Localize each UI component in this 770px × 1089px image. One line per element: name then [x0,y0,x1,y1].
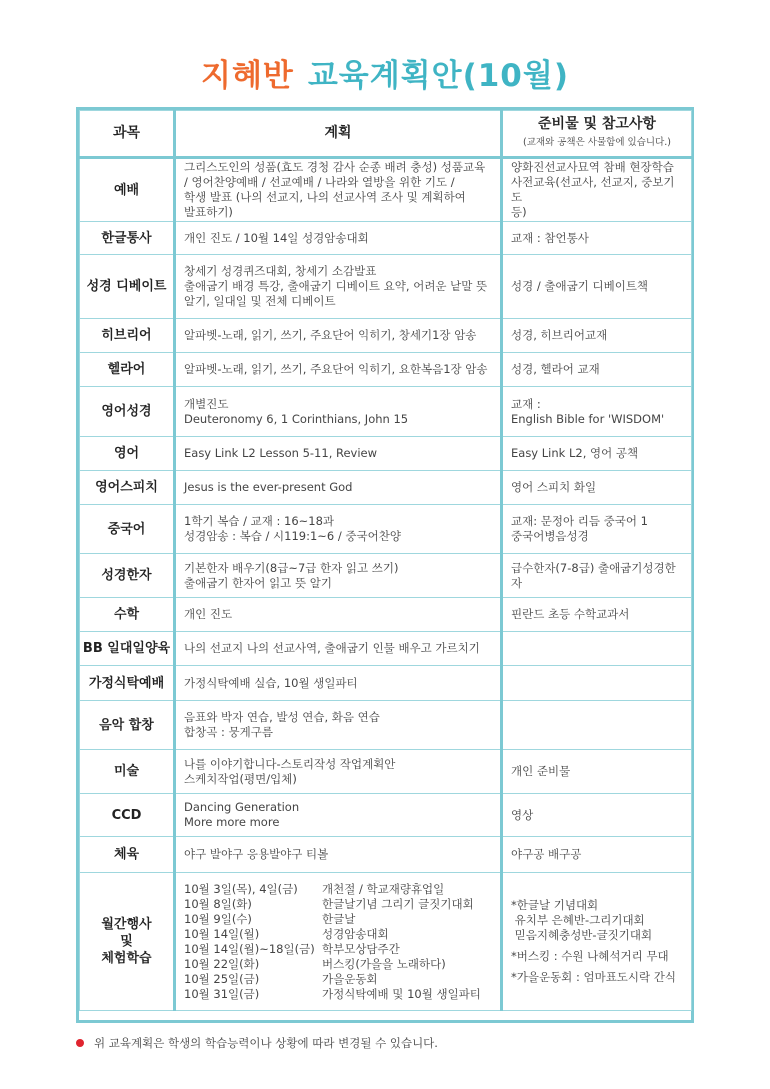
event-name: 가정식탁예배 및 10월 생일파티 [322,986,481,1001]
subject-cell [80,158,175,222]
event-date: 10월 22일(화) [184,956,260,971]
table-row [80,255,692,319]
subject-label: 중국어 [107,521,146,537]
events-prep-cell [502,873,692,1011]
subject-cell [80,505,175,554]
plan-table [79,110,692,1011]
plan-line: 나의 선교지 나의 선교사역, 출애굽기 인물 배우고 가르치기 [184,641,480,655]
subject-label: 월간행사 [101,917,152,932]
table-row [80,471,692,505]
table-row [80,598,692,632]
event-date: 10월 9일(수) [184,911,252,926]
prep-cell [502,319,692,353]
subject-cell [80,353,175,387]
prep-cell [502,353,692,387]
event-name: 가을운동회 [322,971,378,986]
subject-cell [80,837,175,873]
table-row-events [80,873,692,1011]
prep-cell [502,222,692,255]
header-prep-title: 준비물 및 참고사항 [538,116,656,132]
table-row [80,632,692,666]
prep-line: 성경, 히브리어교재 [511,328,608,342]
plan-line: / 영어찬양예배 / 선교예배 / 나라와 열방을 위한 기도 / [184,175,455,189]
event-date: 10월 8일(화) [184,896,252,911]
prep-line: *한글날 기념대회 [511,898,599,912]
prep-line: 교재 : [511,396,541,411]
subject-label: BB 일대일양육 [82,641,171,656]
plan-cell [175,505,502,554]
table-row [80,505,692,554]
plan-line: 그리스도인의 성품(효도 경청 감사 순종 배려 충성) 성품교육 [184,160,486,174]
subject-label: 체험학습 [101,951,152,966]
plan-line: 출애굽기 한자어 읽고 뜻 알기 [184,575,332,590]
event-item [184,972,492,987]
prep-cell [502,598,692,632]
prep-cell [502,701,692,750]
plan-cell [175,319,502,353]
subject-cell [80,554,175,598]
plan-line: Jesus is the ever-present God [184,480,353,494]
plan-line: 음표와 박자 연습, 발성 연습, 화음 연습 [184,710,380,724]
subject-cell [80,750,175,794]
title-plan-name: 교육계획안(10월) [307,58,569,94]
event-name: 한글날기념 그리기 글짓기대회 [322,896,474,911]
prep-line: 등) [511,205,527,219]
prep-line: 야구공 배구공 [511,847,582,861]
prep-cell [502,554,692,598]
prep-line: 믿음지혜충성반-글짓기대회 [511,928,653,942]
plan-line: 스케치작업(평면/입체) [184,771,297,786]
plan-cell [175,255,502,319]
subject-label: 예배 [113,182,140,198]
subject-label: 히브리어 [101,328,152,343]
event-date: 10월 14일(월) [184,926,260,941]
prep-cell [502,794,692,837]
plan-line: 창세기 성경퀴즈대회, 창세기 소감발표 [184,264,377,278]
table-row [80,701,692,750]
plan-line: 개인 진도 [184,607,233,621]
plan-line: 개인 진도 / 10월 14일 성경암송대회 [184,230,369,245]
header-prep-subtitle: (교재와 공책은 사물함에 있습니다.) [523,137,671,148]
prep-line: 영상 [511,807,534,822]
plan-cell [175,554,502,598]
prep-line: English Bible for 'WISDOM' [511,411,665,426]
plan-line: 가정식탁예배 실습, 10월 생일파티 [184,675,358,690]
subject-cell [80,873,175,1011]
event-date: 10월 31일(금) [184,986,260,1001]
plan-cell [175,158,502,222]
table-row [80,666,692,701]
plan-cell [175,387,502,437]
subject-cell [80,437,175,471]
prep-cell [502,471,692,505]
prep-line: 유치부 은혜반-그리기대회 [511,913,645,927]
subject-cell [80,794,175,837]
header-plan: 계획 [175,111,502,158]
subject-label: 미술 [113,764,140,779]
subject-label: 한글통사 [101,230,152,246]
table-row [80,794,692,837]
prep-line: Easy Link L2, 영어 공책 [511,446,639,460]
prep-cell [502,387,692,437]
subject-label: 영어 [113,446,140,461]
prep-line: 핀란드 초등 수학교과서 [511,607,630,621]
subject-cell [80,632,175,666]
prep-line: 양화진선교사묘역 참배 현장학습 [511,160,674,174]
event-date: 10월 3일(목), 4일(금) [184,881,298,896]
plan-cell [175,632,502,666]
plan-line: 알기, 일대일 및 전체 디베이트 [184,294,336,308]
subject-label: 영어스피치 [95,480,158,495]
footnote-text: 위 교육계획은 학생의 학습능력이나 상황에 따라 변경될 수 있습니다. [94,1036,438,1050]
event-name: 버스킹(가을을 노래하다) [322,956,446,971]
table-row [80,387,692,437]
event-name: 개천절 / 학교재량휴업일 [322,881,445,896]
subject-label: 가정식탁예배 [88,675,165,691]
prep-cell [502,158,692,222]
subject-cell [80,666,175,701]
event-item [184,897,492,912]
table-row [80,437,692,471]
event-item [184,927,492,942]
prep-cell [502,632,692,666]
event-date: 10월 25일(금) [184,971,260,986]
plan-line: Dancing Generation [184,800,300,814]
header-prep [502,111,692,158]
prep-line: 성경, 헬라어 교재 [511,362,600,376]
prep-line: 중국어병음성경 [511,529,589,543]
page-title [0,50,770,95]
subject-label: 성경한자 [101,568,152,583]
plan-cell [175,471,502,505]
plan-cell [175,794,502,837]
subject-label: 체육 [113,847,140,862]
plan-cell [175,222,502,255]
footnote [76,1035,438,1051]
table-row [80,353,692,387]
event-item [184,882,492,897]
table-row [80,837,692,873]
plan-line: 기본한자 배우기(8급~7급 한자 읽고 쓰기) [184,560,399,575]
plan-line: 발표하기) [184,205,233,219]
plan-line: 학생 발표 (나의 선교지, 나의 선교사역 조사 및 계획하여 [184,190,466,204]
plan-line: More more more [184,815,280,829]
event-date: 10월 14일(월)~18일(금) [184,941,315,956]
event-item [184,987,492,1002]
prep-cell [502,750,692,794]
prep-line: 교재 : 참언통사 [511,230,589,245]
table-row [80,319,692,353]
subject-label: CCD [111,807,142,823]
prep-cell [502,437,692,471]
prep-cell [502,255,692,319]
plan-line: 나를 이야기합니다-스토리작성 작업계획안 [184,756,396,771]
event-item [184,942,492,957]
prep-line: 성경 / 출애굽기 디베이트책 [511,279,649,293]
plan-cell [175,701,502,750]
plan-line: 알파벳-노래, 읽기, 쓰기, 주요단어 익히기, 창세기1장 암송 [184,328,477,342]
table-header-row [80,111,692,158]
subject-cell [80,319,175,353]
prep-line: 급수한자(7-8급) 출애굽기성경한자 [511,560,676,590]
subject-cell [80,255,175,319]
subject-cell [80,387,175,437]
prep-cell [502,837,692,873]
prep-line: 사전교육(선교사, 선교지, 중보기도 [511,175,675,204]
subject-label: 헬라어 [107,362,146,377]
plan-cell [175,437,502,471]
subject-label: 음악 합창 [99,717,154,733]
prep-line: *가을운동회 : 엄마표도시락 간식 [511,970,677,984]
prep-line: *버스킹 : 수원 나혜석거리 무대 [511,949,669,963]
event-name: 성경암송대회 [322,926,389,941]
plan-cell [175,750,502,794]
prep-cell [502,666,692,701]
header-subject: 과목 [80,111,175,158]
subject-label: 수학 [113,607,140,622]
table-row [80,554,692,598]
event-item [184,912,492,927]
plan-cell [175,353,502,387]
event-name: 한글날 [322,911,356,926]
plan-line: 알파벳-노래, 읽기, 쓰기, 주요단어 익히기, 요한복음1장 암송 [184,362,488,376]
prep-cell [502,505,692,554]
plan-cell [175,598,502,632]
plan-line: 성경암송 : 복습 / 시119:1~6 / 중국어찬양 [184,529,401,543]
table-row [80,222,692,255]
plan-line: 출애굽기 배경 특강, 출애굽기 디베이트 요약, 어려운 낱말 뜻 [184,279,488,293]
plan-line: Easy Link L2 Lesson 5-11, Review [184,446,378,460]
plan-line: 합창곡 : 뭉게구름 [184,725,273,739]
table-row [80,158,692,222]
plan-line: 1학기 복습 / 교재 : 16~18과 [184,514,335,528]
table-row [80,750,692,794]
prep-line: 영어 스피치 화일 [511,480,597,494]
event-item [184,957,492,972]
plan-cell [175,666,502,701]
subject-label: 성경 디베이트 [86,279,167,294]
bullet-dot-icon [76,1039,84,1047]
subject-cell [80,598,175,632]
plan-line: 개별진도 [184,396,229,411]
event-name: 학부모상담주간 [322,941,400,956]
subject-cell [80,471,175,505]
subject-cell [80,222,175,255]
title-class-name: 지혜반 [201,58,294,94]
plan-line: 야구 발야구 응용발야구 티볼 [184,847,329,861]
plan-cell [175,837,502,873]
prep-line: 개인 준비물 [511,764,571,778]
prep-line: 교재: 문정아 리듬 중국어 1 [511,514,648,528]
subject-cell [80,701,175,750]
events-cell [175,873,502,1011]
subject-label: 및 [120,934,133,949]
plan-line: Deuteronomy 6, 1 Corinthians, John 15 [184,411,409,426]
subject-label: 영어성경 [101,404,152,419]
